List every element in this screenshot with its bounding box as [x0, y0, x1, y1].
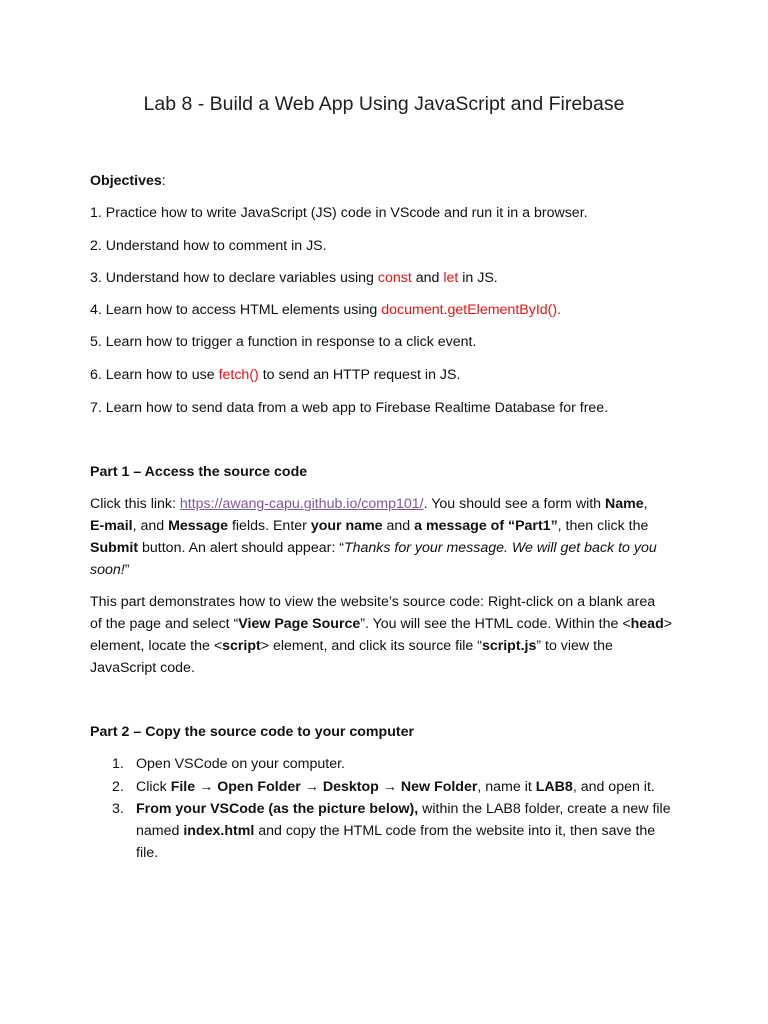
step-2-text: Click File → Open Folder → Desktop → New Folder, name it LAB8, and open it. — [136, 779, 655, 795]
step-number-2: 2. — [112, 779, 124, 795]
part1-p1-line1: Click this link: https://awang-capu.github.io/comp101/. You should see a form with Name, — [90, 496, 648, 512]
part1-p2-line4: JavaScript code. — [90, 660, 195, 676]
step-number-3: 3. — [112, 801, 124, 817]
objective-item-2: 2. Understand how to comment in JS. — [90, 238, 327, 254]
part2-heading: Part 2 – Copy the source code to your computer — [90, 724, 415, 740]
part1-p2-line1: This part demonstrates how to view the website’s source code: Right-click on a blank area — [90, 594, 656, 610]
part1-p1-line4: soon!” — [90, 562, 130, 578]
arrow-icon: → — [378, 779, 401, 795]
arrow-icon: → — [300, 779, 323, 795]
page-title: Lab 8 - Build a Web App Using JavaScript and Firebase — [143, 93, 625, 115]
arrow-icon: → — [195, 779, 218, 795]
objective-item-5: 5. Learn how to trigger a function in response to a click event. — [90, 334, 477, 350]
comp101-link[interactable]: https://awang-capu.github.io/comp101/ — [179, 496, 424, 512]
part1-p1-line3: Submit button. An alert should appear: “Thanks for your message. We will get back to you — [90, 540, 657, 556]
code-fetch: fetch() — [218, 367, 259, 383]
objective-item-4: 4. Learn how to access HTML elements using document.getElementById(). — [90, 302, 562, 318]
step-3-line2: named index.html and copy the HTML code from the website into it, then save the — [136, 823, 656, 839]
part1-heading: Part 1 – Access the source code — [90, 464, 308, 480]
objective-item-3: 3. Understand how to declare variables using const and let in JS. — [90, 270, 498, 286]
part1-p1-line2: E-mail, and Message fields. Enter your name and a message of “Part1”, then click the — [90, 518, 649, 534]
objectives-heading: Objectives: — [90, 173, 166, 189]
part1-p2-line3: element, locate the <script> element, and click its source file “script.js” to view the — [90, 638, 613, 654]
code-getelementbyid: document.getElementById(). — [381, 302, 562, 318]
step-3-line3: file. — [136, 845, 159, 861]
objective-item-7: 7. Learn how to send data from a web app to Firebase Realtime Database for free. — [90, 400, 609, 416]
code-let: let — [443, 270, 459, 286]
objective-item-1: 1. Practice how to write JavaScript (JS) code in VScode and run it in a browser. — [90, 205, 588, 221]
step-3-line1: From your VSCode (as the picture below), within the LAB8 folder, create a new file — [136, 801, 671, 817]
step-number-1: 1. — [112, 756, 124, 772]
part1-p2-line2: of the page and select “View Page Source”. You will see the HTML code. Within the <head> — [90, 616, 673, 632]
objective-item-6: 6. Learn how to use fetch() to send an HTTP request in JS. — [90, 367, 461, 383]
step-1-text: Open VSCode on your computer. — [136, 756, 345, 772]
code-const: const — [377, 270, 412, 286]
